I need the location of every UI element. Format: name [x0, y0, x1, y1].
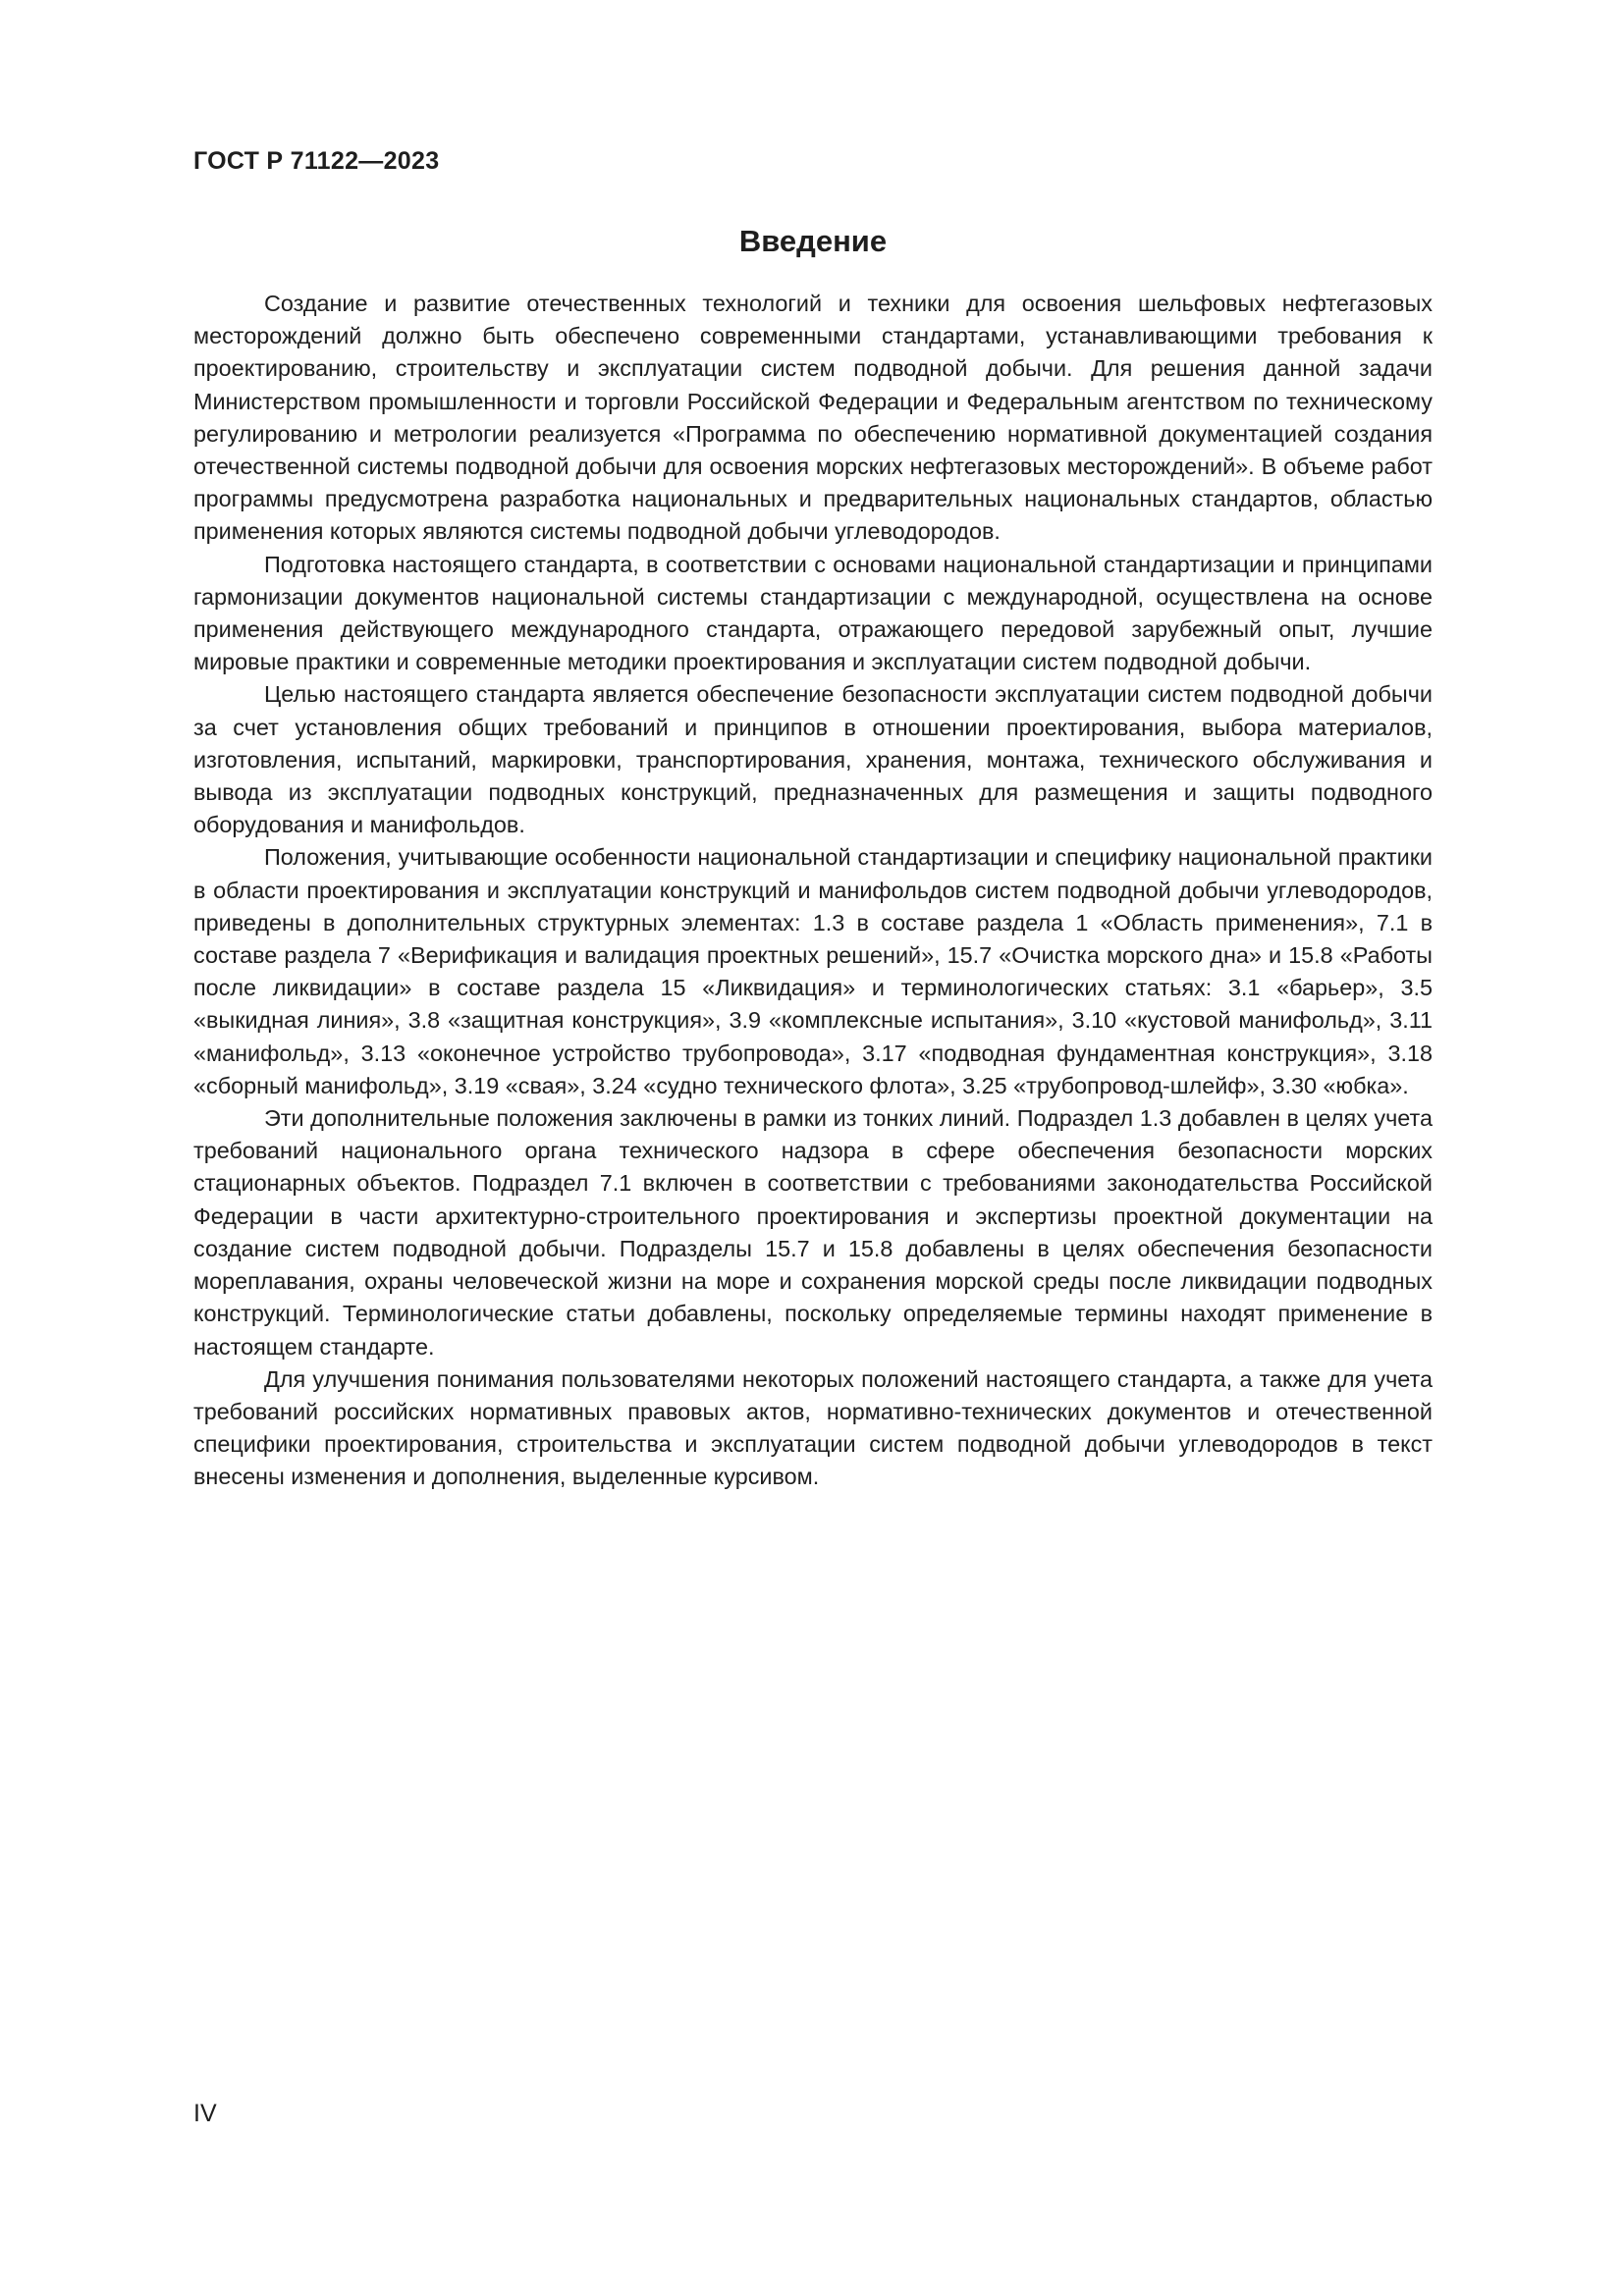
paragraph: Для улучшения понимания пользователями некоторых положений настоящего стандарта, а также для учета требований российских нормативных правовых актов, нормативно-технических документов и отечественной специфики проектирования, строительства и эксплуатации систем подводной добычи углеводородов в текст внесены изменения и дополнения, выделенные курсивом. [193, 1365, 1433, 1490]
paragraph: Положения, учитывающие особенности национальной стандартизации и специфику национальной практики в области проектирования и эксплуатации конструкций и манифольдов систем подводной добычи углеводородов, приведены в дополнительных структурных элементах: 1.3 в составе раздела 1 «Область применения», 7.1 в составе раздела 7 «Верификация и валидация проектных решений», 15.7 «Очистка морского дна» и 15.8 «Работы после ликвидации» в составе раздела 15 «Ликвидация» и терминологических статьях: 3.1 «барьер», 3.5 «выкидная линия», 3.8 «защитная конструкция», 3.9 «комплексные испытания», 3.10 «кустовой манифольд», 3.11 «манифольд», 3.13 «оконечное устройство трубопровода», 3.17 «подводная фундаментная конструкция», 3.18 «сборный манифольд», 3.19 «свая», 3.24 «судно технического флота», 3.25 «трубопровод-шлейф», 3.30 «юбка». [193, 844, 1433, 1098]
paragraph: Эти дополнительные положения заключены в рамки из тонких линий. Подраздел 1.3 добавлен в целях учета требований национального органа технического надзора в сфере обеспечения безопасности морских стационарных объектов. Подраздел 7.1 включен в соответствии с требованиями законодательства Российской Федерации в части архитектурно-строительного проектирования и экспертизы проектной документации на создание систем подводной добычи. Подразделы 15.7 и 15.8 добавлены в целях обеспечения безопасности мореплавания, охраны человеческой жизни на море и сохранения морской среды после ликвидации подводных конструкций. Терминологические статьи добавлены, поскольку определяемые термины находят применение в настоящем стандарте. [193, 1105, 1433, 1360]
page-number: IV [193, 2100, 217, 2127]
document-code: ГОСТ Р 71122—2023 [193, 147, 440, 175]
paragraph: Подготовка настоящего стандарта, в соответствии с основами национальной стандартизации и принципами гармонизации документов национальной системы стандартизации с международной, осуществлена на основе применения действующего международного стандарта, отражающего передовой зарубежный опыт, лучшие мировые практики и современные методики проектирования и эксплуатации систем подводной добычи. [193, 551, 1433, 675]
introduction-body [193, 288, 1433, 1494]
section-title: Введение [738, 224, 888, 258]
paragraph: Целью настоящего стандарта является обеспечение безопасности эксплуатации систем подводной добычи за счет установления общих требований и принципов в отношении проектирования, выбора материалов, изготовления, испытаний, маркировки, транспортирования, хранения, монтажа, технического обслуживания и вывода из эксплуатации подводных конструкций, предназначенных для размещения и защиты подводного оборудования и манифольдов. [193, 681, 1433, 838]
paragraph: Создание и развитие отечественных технологий и техники для освоения шельфовых нефтегазовых месторождений должно быть обеспечено современными стандартами, устанавливающими требования к проектированию, строительству и эксплуатации систем подводной добычи. Для решения данной задачи Министерством промышленности и торговли Российской Федерации и Федеральным агентством по техническому регулированию и метрологии реализуется «Программа по обеспечению нормативной документацией создания отечественной системы подводной добычи для освоения морских нефтегазовых месторождений». В объеме работ программы предусмотрена разработка национальных и предварительных национальных стандартов, областью применения которых являются системы подводной добычи углеводородов. [193, 291, 1433, 545]
